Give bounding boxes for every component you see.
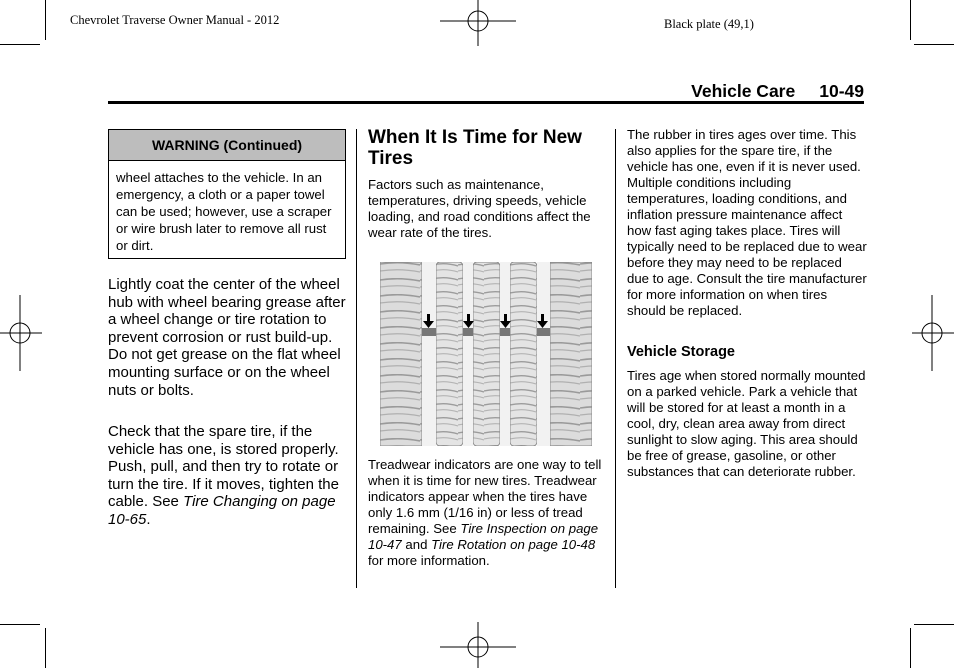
caption-text: Treadwear indicators are one way to tell when it is time for new tires. Treadwear indicators appear when the tires have only 1.6 mm (1/16 in) or less of tread remaining. See — [368, 457, 602, 536]
caption-end: for more information. — [368, 553, 490, 568]
period: . — [146, 510, 151, 528]
vehicle-storage-text — [627, 368, 867, 480]
new-tires-intro — [368, 177, 608, 241]
crop-mark — [910, 0, 911, 40]
column1-para2 — [108, 423, 348, 529]
registration-target-icon — [912, 295, 954, 371]
registration-target-icon — [440, 622, 516, 668]
tire-inspection-link[interactable]: Tire Inspection on page 10-47 — [368, 521, 599, 552]
warning-box — [108, 129, 346, 259]
tire-aging-text — [627, 127, 867, 319]
crop-mark — [0, 44, 40, 45]
spare-tire-paragraph — [108, 423, 348, 529]
tire-rotation-link[interactable]: Tire Rotation on page 10-48 — [431, 537, 596, 552]
crop-mark — [914, 624, 954, 625]
tire-changing-link[interactable]: Tire Changing on page 10-65 — [108, 493, 336, 528]
section-title: Vehicle Care — [691, 81, 796, 101]
registration-target-icon — [440, 0, 516, 46]
hub-grease-paragraph: Lightly coat the center of the wheel hub with wheel bearing grease after a wheel change or tire rotation to prevent corrosion or rust build-up. Do not get grease on the flat wheel mounting surface or on the wheel nuts or bolts. — [108, 276, 346, 399]
page-number: 10-49 — [819, 81, 864, 101]
column-divider — [615, 129, 616, 588]
tire-aging-paragraph: The rubber in tires ages over time. This also applies for the spare tire, if the vehicle has one, even if it is never used. Multiple conditions including temperatures, loading conditions, and inflation pressure maintenance affect how fast aging takes place. Tires will typically need to be replaced due to wear before they may need to be replaced due to age. Consult the tire manufacturer for more information on when tires should be replaced. — [627, 127, 867, 318]
header-rule — [108, 101, 864, 104]
caption-paragraph — [368, 457, 608, 569]
column-divider — [356, 129, 357, 588]
section-header — [691, 81, 864, 102]
treadwear-caption — [368, 457, 608, 569]
spare-tire-text: Check that the spare tire, if the vehicle has one, is stored properly. Push, pull, and then try to rotate or turn the tire. If it moves, tighten the cable. See — [108, 423, 339, 511]
crop-mark — [914, 44, 954, 45]
crop-mark — [45, 0, 46, 40]
intro-paragraph: Factors such as maintenance, temperatures, driving speeds, vehicle loading, and road conditions affect the wear rate of the tires. — [368, 177, 591, 240]
section-title-new-tires: When It Is Time for New Tires — [368, 127, 582, 169]
crop-mark — [910, 628, 911, 668]
column1-para1 — [108, 276, 348, 399]
vehicle-storage-heading: Vehicle Storage — [627, 344, 735, 360]
vehicle-storage-paragraph: Tires age when stored normally mounted on a parked vehicle. Park a vehicle that will be stored for at least a month in a cool, dry, clean area away from direct sunlight to slow aging. This area should be free of grease, gasoline, or other substances that can deteriorate rubber. — [627, 368, 866, 479]
caption-and: and — [401, 537, 432, 552]
crop-mark — [0, 624, 40, 625]
tire-tread-wear-indicator-icon — [380, 262, 592, 446]
warning-title: WARNING (Continued) — [109, 130, 345, 161]
manual-title: Chevrolet Traverse Owner Manual - 2012 — [70, 13, 280, 27]
registration-target-icon — [0, 295, 42, 371]
crop-mark — [45, 628, 46, 668]
warning-text: wheel attaches to the vehicle. In an emergency, a cloth or a paper towel can be used; however, use a scraper or wire brush later to remove all rust or dirt. — [116, 170, 332, 253]
plate-label: Black plate (49,1) — [664, 17, 754, 31]
